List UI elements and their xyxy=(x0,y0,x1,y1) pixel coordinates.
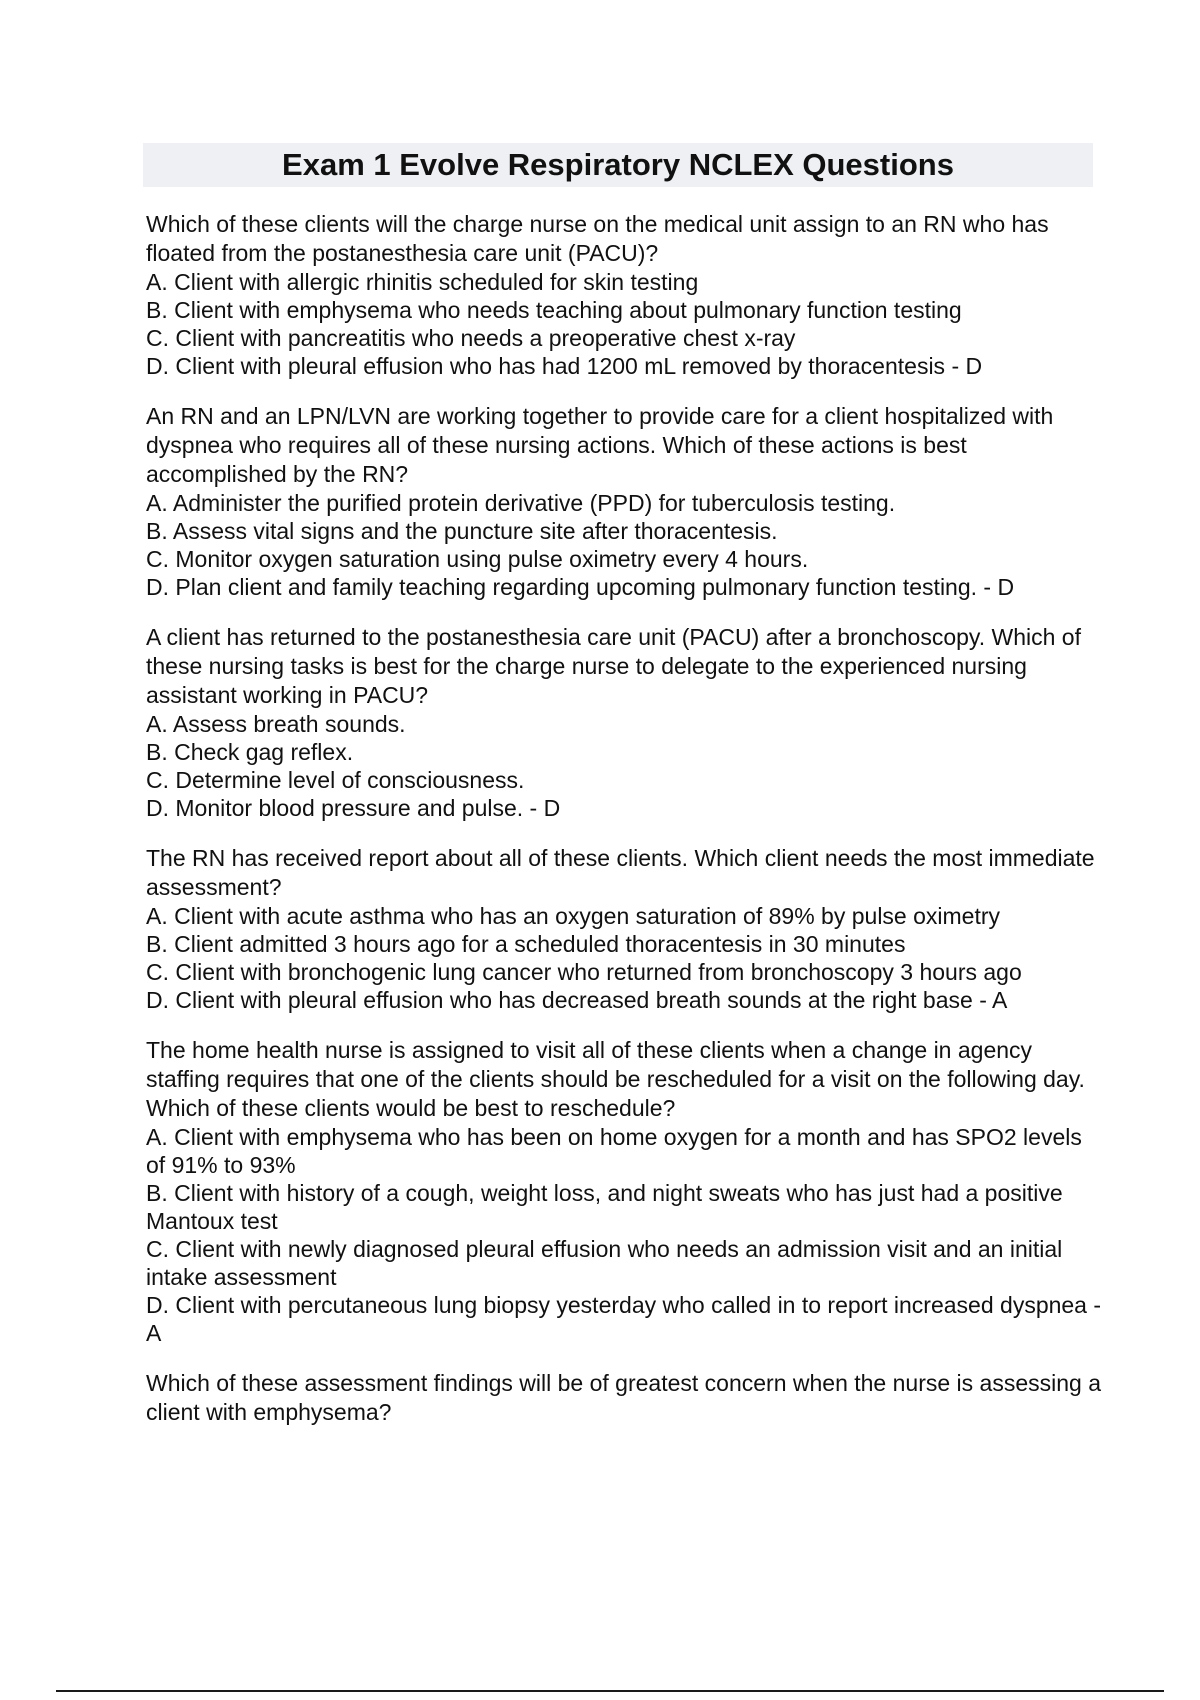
question-stem: The RN has received report about all of these clients. Which client needs the most immediate assessment? xyxy=(146,845,1095,900)
question-stem: The home health nurse is assigned to visit all of these clients when a change in agency staffing requires that one of the clients should be rescheduled for a visit on the following day. Which of these clients would be best to reschedule? xyxy=(146,1037,1085,1121)
answer-options xyxy=(146,710,1106,822)
answer-option: A. Client with acute asthma who has an oxygen saturation of 89% by pulse oximetry xyxy=(146,903,1001,929)
answer-options xyxy=(146,902,1106,1014)
answer-options xyxy=(146,489,1106,601)
question-stem: A client has returned to the postanesthesia care unit (PACU) after a bronchoscopy. Which of these nursing tasks is best for the charge nurse to delegate to the experienced nursing assistant working in PACU? xyxy=(146,624,1081,708)
question-1 xyxy=(146,210,1106,380)
answer-option: D. Client with percutaneous lung biopsy yesterday who called in to report increased dyspnea - A xyxy=(146,1292,1102,1346)
answer-option: C. Monitor oxygen saturation using pulse oximetry every 4 hours. xyxy=(146,546,809,572)
answer-option: B. Assess vital signs and the puncture site after thoracentesis. xyxy=(146,518,778,544)
answer-options xyxy=(146,268,1106,380)
answer-option: C. Client with newly diagnosed pleural effusion who needs an admission visit and an initial intake assessment xyxy=(146,1236,1063,1290)
question-6 xyxy=(146,1369,1106,1427)
question-list xyxy=(146,210,1106,1449)
question-3 xyxy=(146,623,1106,822)
answer-option: D. Monitor blood pressure and pulse. - D xyxy=(146,795,561,821)
answer-option: B. Client admitted 3 hours ago for a scheduled thoracentesis in 30 minutes xyxy=(146,931,906,957)
answer-option: C. Client with bronchogenic lung cancer who returned from bronchoscopy 3 hours ago xyxy=(146,959,1022,985)
footer-rule xyxy=(56,1690,1164,1692)
question-4 xyxy=(146,844,1106,1014)
answer-option: B. Client with emphysema who needs teaching about pulmonary function testing xyxy=(146,297,962,323)
question-stem: Which of these assessment findings will be of greatest concern when the nurse is assessing a client with emphysema? xyxy=(146,1370,1101,1425)
question-stem: An RN and an LPN/LVN are working together to provide care for a client hospitalized with dyspnea who requires all of these nursing actions. Which of these actions is best accomplished by the RN? xyxy=(146,403,1054,487)
answer-option: A. Assess breath sounds. xyxy=(146,711,406,737)
answer-option: A. Administer the purified protein derivative (PPD) for tuberculosis testing. xyxy=(146,490,896,516)
answer-option: B. Client with history of a cough, weight loss, and night sweats who has just had a positive Mantoux test xyxy=(146,1180,1063,1234)
answer-option: D. Client with pleural effusion who has decreased breath sounds at the right base - A xyxy=(146,987,1008,1013)
answer-option: A. Client with emphysema who has been on home oxygen for a month and has SPO2 levels of 91% to 93% xyxy=(146,1124,1082,1178)
answer-option: C. Determine level of consciousness. xyxy=(146,767,525,793)
question-5 xyxy=(146,1036,1106,1347)
answer-option: B. Check gag reflex. xyxy=(146,739,354,765)
answer-option: D. Client with pleural effusion who has had 1200 mL removed by thoracentesis - D xyxy=(146,353,983,379)
document-title: Exam 1 Evolve Respiratory NCLEX Questions xyxy=(282,147,954,182)
answer-options xyxy=(146,1123,1106,1347)
answer-option: C. Client with pancreatitis who needs a preoperative chest x-ray xyxy=(146,325,796,351)
question-stem: Which of these clients will the charge nurse on the medical unit assign to an RN who has floated from the postanesthesia care unit (PACU)? xyxy=(146,211,1049,266)
answer-option: A. Client with allergic rhinitis scheduled for skin testing xyxy=(146,269,699,295)
answer-option: D. Plan client and family teaching regarding upcoming pulmonary function testing. - D xyxy=(146,574,1015,600)
question-2 xyxy=(146,402,1106,601)
